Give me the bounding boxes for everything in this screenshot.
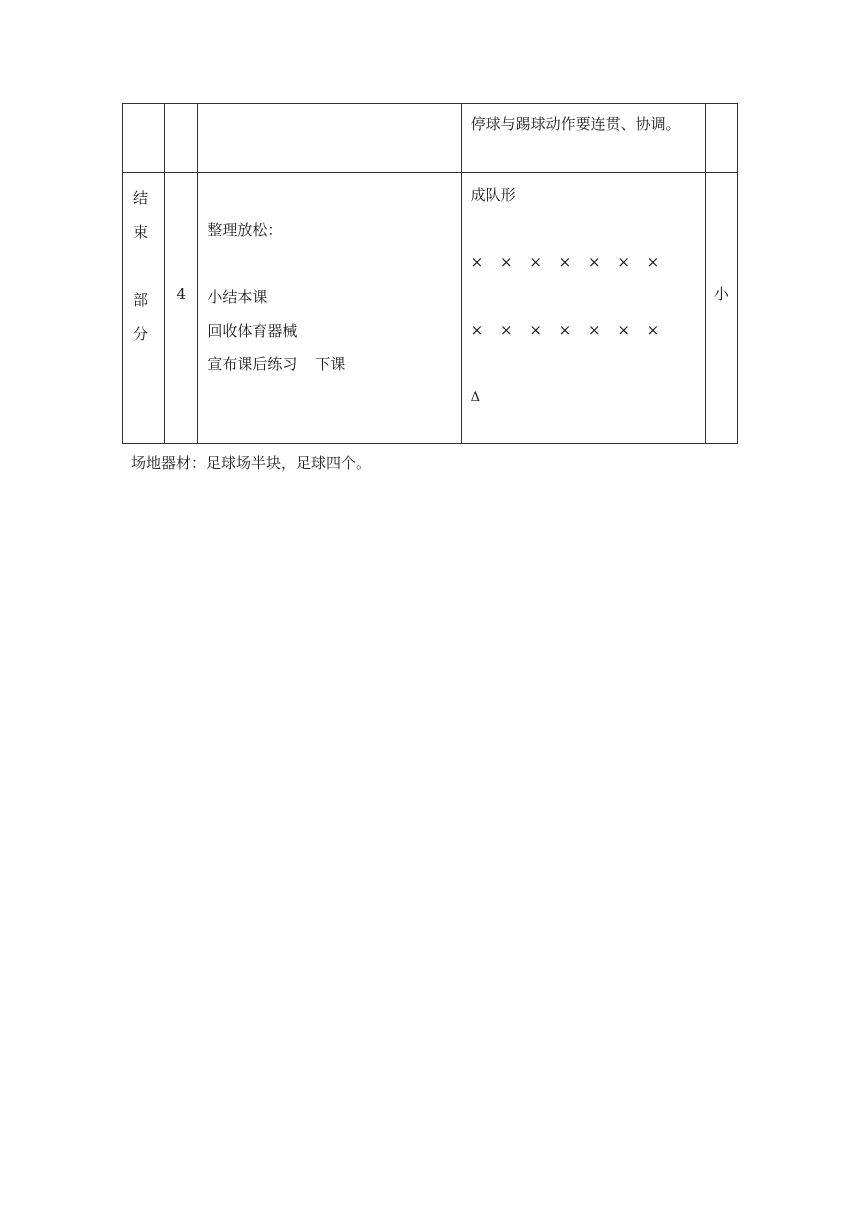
part-char: 结 [133, 189, 149, 207]
table-row [123, 173, 738, 444]
load-cell [705, 104, 737, 173]
content-item-collect: 回收体育器械 [207, 321, 298, 340]
equipment-note: 场地器材：足球场半块，足球四个。 [131, 454, 372, 472]
content-item-relax: 整理放松： [207, 221, 283, 239]
content-list [198, 173, 460, 382]
organization-note: 停球与踢球动作要连贯、协调。 [470, 115, 681, 133]
time-cell [165, 173, 198, 444]
time-value: 4 [176, 285, 187, 303]
content-item-homework: 宣布课后练习 [207, 355, 298, 373]
part-char: 分 [133, 325, 149, 343]
lesson-plan-table [122, 103, 738, 444]
content-cell [198, 104, 461, 173]
time-cell [165, 104, 198, 173]
load-cell [705, 173, 737, 444]
content-item-dismiss: 下课 [315, 355, 346, 373]
teacher-position-mark: Δ [470, 390, 481, 406]
formation-row: × × × × × × × [470, 320, 666, 339]
organization-cell [461, 173, 705, 444]
formation-label: 成队形 [470, 186, 516, 204]
part-cell [123, 104, 165, 173]
part-char: 部 [133, 291, 149, 309]
load-value: 小 [713, 285, 729, 303]
organization-cell [461, 104, 705, 173]
part-label [123, 173, 164, 351]
content-item-summary: 小结本课 [207, 288, 268, 306]
content-cell [198, 173, 461, 444]
formation-diagram [462, 173, 705, 415]
part-cell [123, 173, 165, 444]
content-item-homework-line [207, 348, 460, 382]
formation-row: × × × × × × × [470, 253, 666, 272]
table-row [123, 104, 738, 173]
part-char: 束 [133, 223, 149, 241]
